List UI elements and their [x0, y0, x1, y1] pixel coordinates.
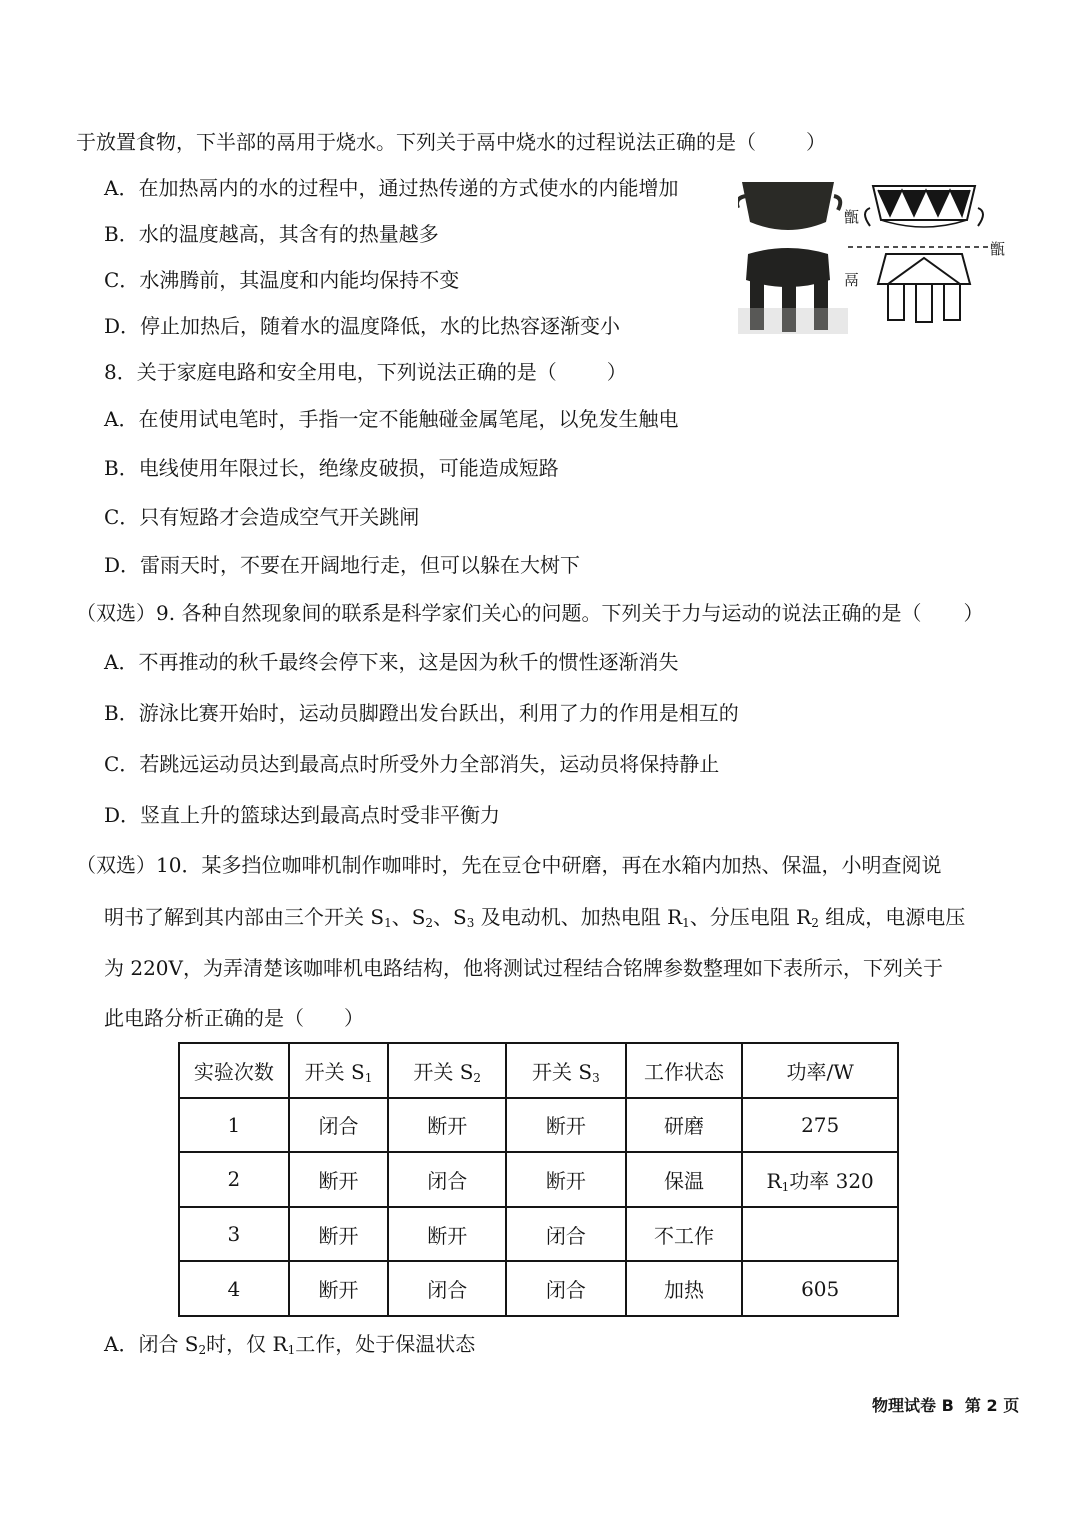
table-row [179, 1152, 898, 1207]
q8-option-a: A．在使用试电笔时，手指一定不能触碰金属笔尾，以免发生触电 [104, 407, 679, 431]
table-row [179, 1098, 898, 1153]
cell-s3: 断开 [506, 1098, 626, 1153]
cell-s3: 断开 [506, 1152, 626, 1207]
cell-trial: 2 [179, 1152, 289, 1207]
q8-option-c: C．只有短路才会造成空气开关跳闸 [104, 505, 420, 529]
header-state: 工作状态 [626, 1043, 743, 1098]
cell-power: 275 [742, 1098, 898, 1153]
cell-s1: 断开 [289, 1152, 389, 1207]
label-zeng-photo: 甑 [844, 208, 860, 226]
header-power: 功率/W [742, 1043, 898, 1098]
cell-s3: 闭合 [506, 1261, 626, 1316]
q9-option-c: C．若跳远运动员达到最高点时所受外力全部消失，运动员将保持静止 [104, 752, 720, 776]
page-footer [872, 1393, 1019, 1416]
zeng-photo-shape [742, 182, 834, 230]
header-s1: 开关 $S_1$ [289, 1043, 389, 1098]
table-row [179, 1207, 898, 1262]
header-s3: 开关 $S_3$ [506, 1043, 626, 1098]
label-li-photo: 鬲 [844, 271, 860, 289]
cell-s1: 断开 [289, 1207, 389, 1262]
cell-state: 保温 [626, 1152, 743, 1207]
q10-stem-line4: 此电路分析正确的是（ ） [104, 1006, 364, 1030]
q8-option-d: D．雷雨天时，不要在开阔地行走，但可以躲在大树下 [104, 553, 581, 577]
label-zeng-drawing: 甑 [990, 240, 1006, 258]
bronze-vessel-figure [738, 168, 1023, 338]
cell-s1: 闭合 [289, 1098, 389, 1153]
q9-stem: （双选）9. 各种自然现象间的联系是科学家们关心的问题。下列关于力与运动的说法正确的是（ ） [76, 601, 984, 625]
cell-s2: 断开 [388, 1098, 506, 1153]
q10-stem-line1: （双选）10．某多挡位咖啡机制作咖啡时，先在豆仓中研磨，再在水箱内加热、保温，小明查阅说 [76, 853, 942, 877]
cell-s2: 闭合 [388, 1152, 506, 1207]
cell-state: 研磨 [626, 1098, 743, 1153]
q9-option-d: D．竖直上升的篮球达到最高点时受非平衡力 [104, 803, 501, 827]
cell-trial: 1 [179, 1098, 289, 1153]
cell-power: 605 [742, 1261, 898, 1316]
cell-s1: 断开 [289, 1261, 389, 1316]
q10-stem-line3: 为 220V，为弄清楚该咖啡机电路结构，他将测试过程结合铭牌参数整理如下表所示，下列关于 [104, 956, 943, 980]
cell-s3: 闭合 [506, 1207, 626, 1262]
header-trial: 实验次数 [179, 1043, 289, 1098]
cell-trial: 4 [179, 1261, 289, 1316]
cell-state: 不工作 [626, 1207, 743, 1262]
footer-page-number: 第 2 页 [964, 1396, 1020, 1415]
q7-option-b: B．水的温度越高，其含有的热量越多 [104, 222, 439, 246]
q7-option-a: A．在加热鬲内的水的过程中，通过热传递的方式使水的内能增加 [104, 176, 679, 200]
table-row [179, 1261, 898, 1316]
q7-option-c: C．水沸腾前，其温度和内能均保持不变 [104, 268, 460, 292]
header-s2: 开关 $S_2$ [388, 1043, 506, 1098]
cell-s2: 断开 [388, 1207, 506, 1262]
q7-option-d: D．停止加热后，随着水的温度降低，水的比热容逐渐变小 [104, 314, 621, 338]
cell-power [742, 1207, 898, 1262]
q9-option-a: A．不再推动的秋千最终会停下来，这是因为秋千的惯性逐渐消失 [104, 650, 679, 674]
table-header-row [179, 1043, 898, 1098]
vessel-illustration [738, 168, 1023, 338]
q8-stem: 8．关于家庭电路和安全用电，下列说法正确的是（ ） [104, 360, 627, 384]
footer-subject: 物理试卷 B [872, 1396, 954, 1415]
q7-stem: 于放置食物，下半部的鬲用于烧水。下列关于鬲中烧水的过程说法正确的是（ ） [76, 130, 826, 154]
cell-trial: 3 [179, 1207, 289, 1262]
cell-s2: 闭合 [388, 1261, 506, 1316]
q9-option-b: B．游泳比赛开始时，运动员脚蹬出发台跃出，利用了力的作用是相互的 [104, 701, 739, 725]
switch-test-table [178, 1042, 899, 1317]
q10-stem-line2: 明书了解到其内部由三个开关 $S_1$、$S_2$、$S_3$ 及电动机、加热电阻 $R_1$、分压电阻 $R_2$ 组成，电源电压 [104, 905, 966, 930]
cell-state: 加热 [626, 1261, 743, 1316]
q10-option-a: A．闭合 $S_2$时，仅 $R_1$工作，处于保温状态 [104, 1332, 476, 1357]
q8-option-b: B．电线使用年限过长，绝缘皮破损，可能造成短路 [104, 456, 559, 480]
cell-power: $R_1$功率 320 [742, 1152, 898, 1207]
